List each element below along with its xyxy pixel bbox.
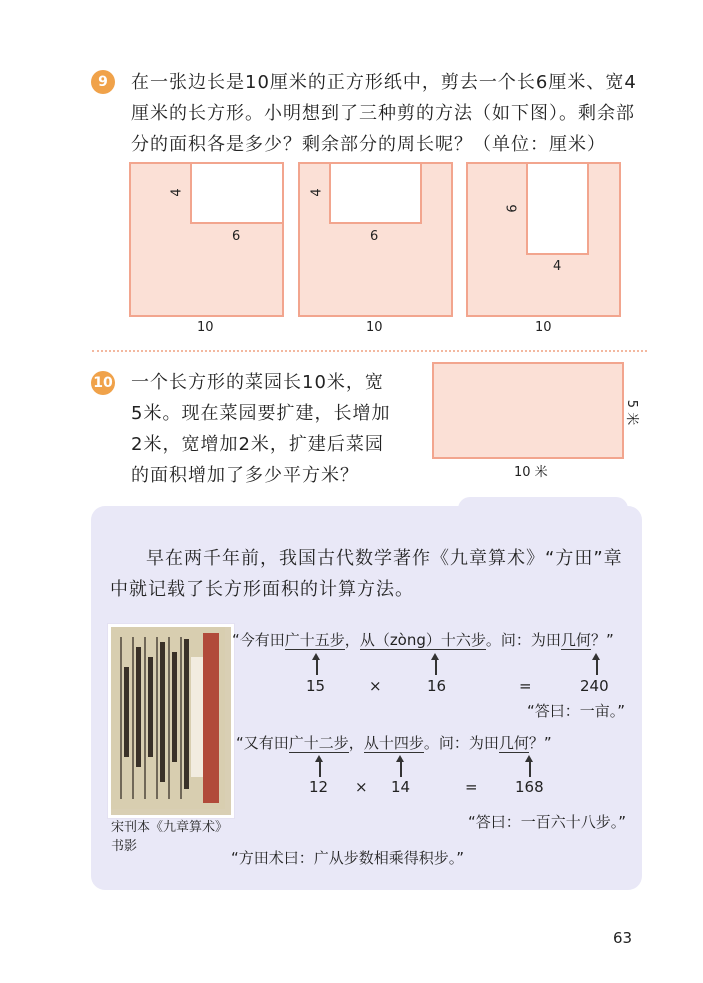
arrow-up-icon (400, 761, 402, 777)
fig2-side-label: 4 (309, 188, 325, 197)
fig3-side-label: 6 (505, 204, 521, 213)
garden-rectangle (432, 362, 624, 459)
fig1-bottom-label: 6 (232, 229, 241, 244)
arrow-up-icon (316, 659, 318, 675)
paragraph-line: 中就记载了长方形面积的计算方法。 (110, 579, 414, 600)
arrow-up-icon (529, 761, 531, 777)
quote-underlined: 几何 (498, 734, 529, 752)
fig1-side-label: 4 (169, 188, 185, 197)
quote-underlined: 从（zòng）十六步 (359, 631, 486, 649)
history-paragraph (110, 543, 630, 605)
calc2-a: 12 (309, 778, 329, 796)
question-10-line: 的面积增加了多少平方米？ (131, 465, 359, 486)
calc2-b: 14 (391, 778, 411, 796)
quote-1 (232, 630, 614, 650)
calc1-result: 240 (580, 677, 609, 695)
calc1-a: 15 (306, 677, 326, 695)
question-9-text (131, 67, 651, 160)
quote-underlined: 从十四步 (363, 734, 424, 752)
calc1-b: 16 (427, 677, 447, 695)
book-page-illustration (111, 627, 225, 809)
caption-line: 宋刊本《九章算术》 (111, 820, 229, 835)
ancient-book-image (108, 624, 234, 818)
quote-underlined: 广十五步 (284, 631, 345, 649)
quote-text: ， (344, 631, 360, 649)
question-number-9: 9 (91, 70, 115, 94)
quote-2 (236, 733, 552, 753)
quote-underlined: 几何 (560, 631, 591, 649)
question-10-line: 一个长方形的菜园长10米，宽 (131, 372, 384, 393)
calc2-op: × (355, 778, 368, 796)
calc1-op: × (369, 677, 382, 695)
question-10-text (131, 367, 421, 491)
quote-text: 。问：为田 (485, 631, 561, 649)
calc1-eq: = (519, 677, 532, 695)
area-rule: “方田术曰：广从步数相乘得积步。” (231, 849, 465, 867)
caption-line: 书影 (111, 839, 138, 854)
divider (92, 350, 647, 352)
quote-text: “又有田 (236, 734, 289, 752)
fig1-base-label: 10 (197, 320, 214, 335)
cut-rectangle-1 (190, 162, 284, 224)
quote-text: “今有田 (232, 631, 285, 649)
question-9-line: 分的面积各是多少？剩余部分的周长呢？（单位：厘米） (131, 134, 606, 155)
fig2-bottom-label: 6 (370, 229, 379, 244)
quote-underlined: 广十二步 (288, 734, 349, 752)
arrow-up-icon (596, 659, 598, 675)
garden-width-label: 5 米 (624, 399, 640, 426)
answer-2: “答曰：一百六十八步。” (468, 813, 627, 831)
question-9-line: 在一张边长是10厘米的正方形纸中，剪去一个长6厘米、宽4 (131, 72, 637, 93)
answer-1: “答曰：一亩。” (527, 702, 626, 720)
question-10-line: 5米。现在菜园要扩建，长增加 (131, 403, 391, 424)
question-9-line: 厘米的长方形。小明想到了三种剪的方法（如下图）。剩余部 (131, 103, 635, 124)
quote-text: ？” (590, 631, 614, 649)
garden-length-label: 10 米 (514, 465, 548, 480)
question-number-10: 10 (91, 371, 115, 395)
fig3-bottom-label: 4 (553, 259, 562, 274)
book-caption (111, 818, 228, 856)
fig2-base-label: 10 (366, 320, 383, 335)
arrow-up-icon (435, 659, 437, 675)
quote-text: ， (348, 734, 364, 752)
quote-text: 。问：为田 (423, 734, 499, 752)
paragraph-line: 早在两千年前，我国古代数学著作《九章算术》“方田”章 (146, 548, 623, 569)
fig3-base-label: 10 (535, 320, 552, 335)
cut-rectangle-2 (329, 162, 422, 224)
quote-text: ？” (528, 734, 552, 752)
cut-rectangle-3 (526, 162, 589, 255)
calc2-result: 168 (515, 778, 544, 796)
calc2-eq: = (465, 778, 478, 796)
page-number: 63 (613, 929, 633, 947)
question-10-line: 2米，宽增加2米，扩建后菜园 (131, 434, 384, 455)
arrow-up-icon (319, 761, 321, 777)
